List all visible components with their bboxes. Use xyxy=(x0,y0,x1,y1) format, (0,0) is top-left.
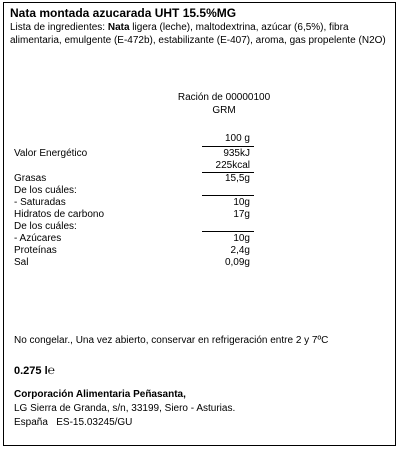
energy-kj: 935kJ xyxy=(223,148,250,159)
nutrient-value: 10g xyxy=(233,233,250,244)
label-frame xyxy=(3,2,396,446)
nutrient-label: Proteínas xyxy=(14,245,57,256)
ingredients-intro: Lista de ingredientes: xyxy=(10,22,108,33)
table-divider xyxy=(202,231,254,232)
company-country-reg: España ES-15.03245/GU xyxy=(14,417,133,428)
ingredients-rest: ligera (leche), maltodextrina, azúcar (6,5%), fibra alimentaria, emulgente (E-472b), estabilizante (E-407), aroma, gas propelente (N2O) xyxy=(10,22,386,46)
nutrient-label: Sal xyxy=(14,257,29,268)
company-name: Corporación Alimentaria Peñasanta, xyxy=(14,389,186,400)
storage-instructions: No congelar., Una vez abierto, conservar en refrigeración entre 2 y 7ºC xyxy=(14,335,329,346)
company-info xyxy=(14,388,235,430)
nutrition-header-qty: 100 g xyxy=(224,133,250,144)
nutrient-label: - Azúcares xyxy=(14,233,62,244)
net-volume xyxy=(14,363,55,377)
nutrient-value: 17g xyxy=(233,209,250,220)
nutrient-value: 0,09g xyxy=(224,257,250,268)
nutrient-value: 2,4g xyxy=(230,245,250,256)
portion-line2: GRM xyxy=(212,105,236,116)
nutrient-value: 15,5g xyxy=(224,173,250,184)
product-title: Nata montada azucarada UHT 15.5%MG xyxy=(10,6,237,20)
volume-value: 0.275 l xyxy=(14,365,48,377)
energy-kcal: 225kcal xyxy=(215,160,250,171)
portion-line1: Ración de 00000100 xyxy=(177,92,271,103)
table-divider xyxy=(202,195,254,196)
nutrient-label: Hidratos de carbono xyxy=(14,209,105,220)
nutrient-label: Grasas xyxy=(14,173,47,184)
energy-label: Valor Energético xyxy=(14,148,88,159)
company-address: LG Sierra de Granda, s/n, 33199, Siero - Asturias. xyxy=(14,403,236,414)
ingredients-list xyxy=(10,21,394,47)
nutrient-label: De los cuáles: xyxy=(14,221,77,232)
portion-info xyxy=(154,91,294,117)
nutrient-value: 10g xyxy=(233,197,250,208)
table-divider xyxy=(202,146,254,147)
estimated-sign-icon: ℮ xyxy=(47,363,55,377)
ingredients-bold-item: Nata xyxy=(107,22,130,33)
nutrient-label: De los cuáles: xyxy=(14,185,77,196)
nutrient-label: - Saturadas xyxy=(14,197,66,208)
